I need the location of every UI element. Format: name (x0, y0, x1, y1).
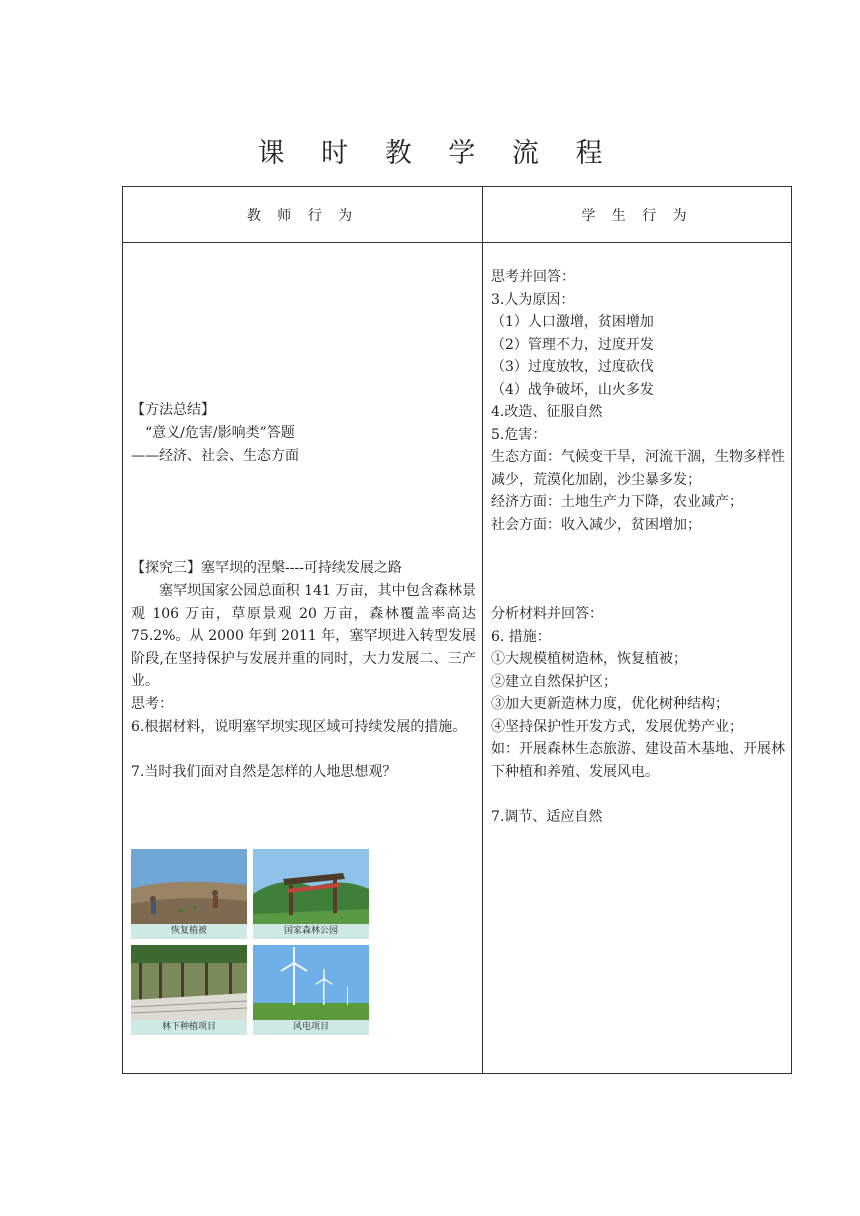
photo-restore-vegetation (131, 849, 247, 939)
photo-wind-power (253, 945, 369, 1035)
question-7: 7.当时我们面对自然是怎样的人地思想观？ (131, 764, 397, 780)
student-line: 4.改造、征服自然 (491, 404, 603, 420)
page-title: 课 时 教 学 流 程 (257, 138, 617, 169)
method-line-2: ——经济、社会、生态方面 (131, 448, 299, 464)
material-paragraph: 塞罕坝国家公园总面积 141 万亩，其中包含森林景观 106 万亩，草原景观 20 万亩，森林覆盖率高达 75.2%。从 2000 年到 2011 年，塞罕坝进入转型发展阶段,在坚持保护与发展并重的同时，大力发展二、三产业。 (131, 583, 476, 690)
harm-social: 社会方面：收入减少，贫困增加； (491, 517, 701, 533)
teacher-header: 教 师 行 为 (123, 187, 483, 243)
photo-caption: 国家森林公园 (253, 924, 369, 939)
photo-understory-planting (131, 945, 247, 1035)
question-6: 6.根据材料，说明塞罕坝实现区域可持续发展的措施。 (131, 719, 467, 735)
method-line-1: “意义/危害/影响类”答题 (145, 425, 295, 441)
photo-caption: 恢复植被 (131, 924, 247, 939)
lesson-flow-table (122, 186, 792, 1074)
photo-forest-park (253, 849, 369, 939)
student-line: 思考并回答： (491, 269, 575, 285)
student-line: 5.危害： (491, 427, 547, 443)
student-header: 学 生 行 为 (483, 187, 792, 243)
answer-7: 7.调节、适应自然 (491, 809, 603, 825)
student-line: （3）过度放牧，过度砍伐 (491, 359, 654, 375)
teacher-cell (123, 243, 483, 1074)
student-line: （1）人口激增，贫困增加 (491, 314, 654, 330)
harm-economic: 经济方面：土地生产力下降，农业减产； (491, 494, 743, 510)
student-cell (483, 243, 792, 1074)
photo-caption: 林下种植项目 (131, 1020, 247, 1035)
student-line: 分析材料并回答： (491, 606, 603, 622)
student-line: ④坚持保护性开发方式，发展优势产业； (491, 719, 743, 735)
harm-ecological: 生态方面：气候变干旱，河流干涸，生物多样性减少，荒漠化加剧，沙尘暴多发； (491, 449, 785, 488)
student-line: 6. 措施： (491, 629, 551, 645)
student-line: （4）战争破坏，山火多发 (491, 382, 654, 398)
student-line: ③加大更新造林力度，优化树种结构； (491, 696, 729, 712)
photo-caption: 风电项目 (253, 1020, 369, 1035)
explore-title: 【探究三】塞罕坝的涅槃----可持续发展之路 (131, 560, 402, 576)
method-title: 【方法总结】 (131, 402, 215, 418)
photo-grid (131, 849, 369, 1035)
student-line: ①大规模植树造林，恢复植被； (491, 651, 687, 667)
measure-example: 如：开展森林生态旅游、建设苗木基地、开展林下种植和养殖、发展风电。 (491, 741, 785, 780)
think-label: 思考： (131, 696, 173, 712)
student-line: ②建立自然保护区； (491, 674, 617, 690)
student-line: （2）管理不力，过度开发 (491, 337, 654, 353)
student-line: 3.人为原因： (491, 292, 575, 308)
